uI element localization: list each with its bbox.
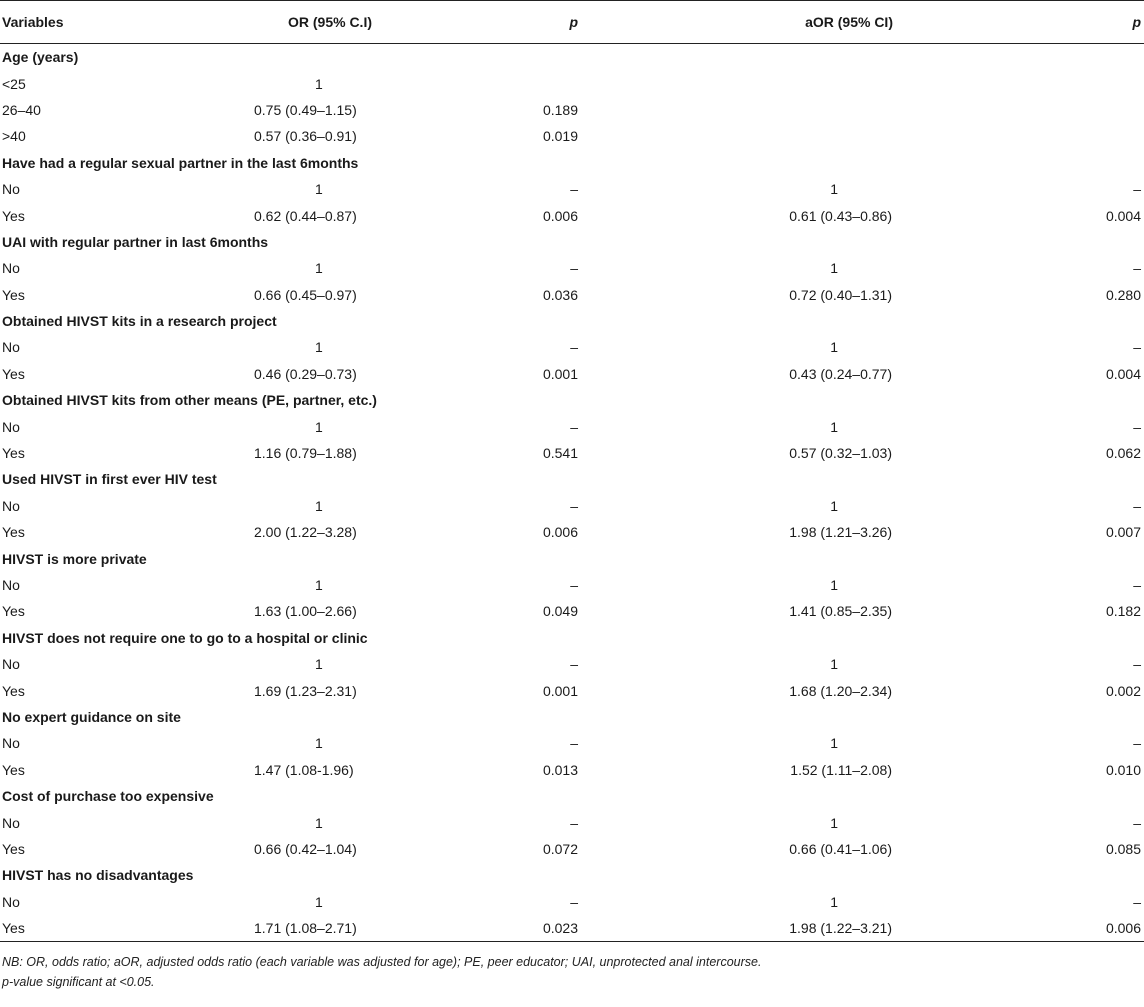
or-cell: [252, 519, 388, 545]
aor-cell: 1: [830, 893, 838, 910]
variable-cell: Used HIVST in first ever HIV test: [2, 471, 217, 488]
note-significance: p-value significant at <0.05.: [2, 975, 155, 990]
variable-cell: Yes: [2, 365, 25, 382]
note-abbreviations: NB: OR, odds ratio; aOR, adjusted odds ratio (each variable was adjusted for age); PE, peer educator; UAI, unprotected anal intercourse.: [2, 955, 762, 970]
table-header: [0, 1, 1144, 44]
header-variables: Variables: [0, 1, 252, 44]
aor-cell: [588, 229, 974, 255]
or-cell: [252, 757, 388, 783]
or-cell: [252, 202, 388, 228]
p-value-cell: 0.049: [542, 603, 578, 620]
or-cell: [252, 783, 388, 809]
or-value: 1: [315, 735, 323, 752]
aor-cell: 0.43 (0.24–0.77): [789, 365, 892, 382]
adjusted-p-value-cell: [974, 150, 1144, 176]
group-header-row: [0, 783, 1144, 809]
table-row: [0, 519, 1144, 545]
variable-cell: UAI with regular partner in last 6months: [2, 233, 269, 250]
p-value-cell: 0.023: [388, 915, 588, 942]
p-value-cell: –: [570, 339, 578, 356]
or-value: 1: [315, 260, 323, 277]
or-cell: [252, 677, 388, 703]
adjusted-p-value-cell: 0.085: [1105, 840, 1141, 857]
adjusted-p-value-cell: –: [1133, 339, 1141, 356]
table-row: [0, 651, 1144, 677]
or-value: 1: [315, 497, 323, 514]
p-value-cell: –: [570, 418, 578, 435]
p-value-cell: 0.006: [542, 207, 578, 224]
p-value-cell: [388, 625, 588, 651]
or-value: 1.16 (0.79–1.88): [254, 445, 357, 462]
table-row: [0, 123, 1144, 149]
or-value: 1: [315, 418, 323, 435]
table-row: [0, 202, 1144, 228]
or-cell: [252, 572, 388, 598]
p-value-cell: [388, 862, 588, 888]
or-cell: [252, 413, 388, 439]
or-cell: [252, 730, 388, 756]
group-header-row: [0, 229, 1144, 255]
p-value-cell: [388, 387, 588, 413]
or-value: 1: [315, 577, 323, 593]
table-row: [0, 493, 1144, 519]
table-row: [0, 889, 1144, 915]
adjusted-p-value-cell: –: [1133, 577, 1141, 593]
variable-cell: Age (years): [2, 49, 79, 66]
aor-cell: 0.57 (0.32–1.03): [789, 445, 892, 462]
aor-cell: 1.98 (1.22–3.21): [588, 915, 974, 942]
variable-cell: Obtained HIVST kits in a research project: [2, 313, 277, 330]
adjusted-p-value-cell: –: [1133, 181, 1141, 198]
variable-cell: No: [2, 418, 20, 435]
or-value: 1: [315, 339, 323, 356]
adjusted-p-value-cell: –: [1133, 497, 1141, 514]
table-row: [0, 757, 1144, 783]
adjusted-p-value-cell: 0.004: [1105, 365, 1141, 382]
group-header-row: [0, 466, 1144, 492]
table-row: [0, 598, 1144, 624]
adjusted-p-value-cell: [974, 783, 1144, 809]
aor-cell: 1: [830, 814, 838, 831]
adjusted-p-value-cell: [974, 387, 1144, 413]
group-header-row: [0, 862, 1144, 888]
aor-cell: [588, 97, 974, 123]
p-value-cell: –: [570, 814, 578, 831]
adjusted-p-value-cell: [974, 229, 1144, 255]
or-cell: [252, 545, 388, 571]
adjusted-p-value-cell: 0.182: [1105, 603, 1141, 620]
adjusted-p-value-cell: –: [1133, 418, 1141, 435]
aor-cell: 1.52 (1.11–2.08): [790, 761, 892, 778]
aor-cell: 1: [830, 181, 838, 198]
aor-cell: [588, 387, 974, 413]
p-value-cell: [388, 783, 588, 809]
variable-cell: Yes: [2, 682, 25, 699]
group-header-row: [0, 150, 1144, 176]
aor-cell: [588, 123, 974, 149]
adjusted-p-value-cell: [974, 704, 1144, 730]
p-value-cell: 0.013: [542, 761, 578, 778]
p-value-cell: 0.001: [542, 682, 578, 699]
aor-cell: [588, 625, 974, 651]
variable-cell: Obtained HIVST kits from other means (PE, partner, etc.): [2, 392, 377, 409]
aor-cell: 0.66 (0.41–1.06): [789, 840, 892, 857]
variable-cell: No: [2, 893, 20, 910]
header-adjusted-p-value: p: [974, 1, 1144, 44]
variable-cell: No: [2, 339, 20, 356]
variable-cell: HIVST does not require one to go to a hospital or clinic: [2, 629, 368, 646]
or-cell: [252, 809, 388, 835]
aor-cell: 1: [830, 577, 838, 593]
adjusted-p-value-cell: [974, 123, 1144, 149]
adjusted-p-value-cell: 0.062: [1105, 445, 1141, 462]
or-value: 0.57 (0.36–0.91): [254, 128, 357, 145]
aor-cell: [588, 545, 974, 571]
p-value-cell: –: [570, 893, 578, 910]
group-header-row: [0, 308, 1144, 334]
group-header-row: [0, 387, 1144, 413]
table-row: [0, 915, 1144, 942]
table-row: [0, 413, 1144, 439]
variable-cell: No: [2, 656, 20, 673]
aor-cell: [588, 70, 974, 96]
header-row: [0, 1, 1144, 44]
variable-cell: No: [2, 577, 20, 593]
table-row: [0, 361, 1144, 387]
p-value-cell: –: [570, 260, 578, 277]
or-cell: [252, 598, 388, 624]
p-value-cell: 0.541: [542, 445, 578, 462]
or-value: 0.75 (0.49–1.15): [254, 101, 357, 118]
adjusted-p-value-cell: [974, 466, 1144, 492]
variable-cell: No: [2, 181, 20, 198]
aor-cell: 1: [830, 418, 838, 435]
p-value-cell: 0.006: [542, 524, 578, 541]
aor-cell: [588, 44, 974, 71]
variable-cell: Cost of purchase too expensive: [2, 788, 214, 805]
p-value-cell: –: [570, 735, 578, 752]
table-row: [0, 809, 1144, 835]
aor-cell: [588, 466, 974, 492]
or-cell: [252, 70, 388, 96]
or-cell: [252, 44, 388, 71]
or-cell: [252, 255, 388, 281]
or-value: 0.66 (0.45–0.97): [254, 286, 357, 303]
p-value-cell: [388, 229, 588, 255]
adjusted-p-value-cell: [974, 545, 1144, 571]
or-cell: [252, 229, 388, 255]
p-value-cell: 0.072: [542, 840, 578, 857]
p-value-cell: –: [570, 497, 578, 514]
aor-cell: 1: [830, 260, 838, 277]
p-value-cell: [388, 44, 588, 71]
or-cell: [252, 651, 388, 677]
group-header-row: [0, 545, 1144, 571]
table-row: [0, 97, 1144, 123]
variable-cell: No expert guidance on site: [2, 708, 181, 725]
or-cell: [252, 176, 388, 202]
or-cell: [252, 97, 388, 123]
adjusted-p-value-cell: –: [1133, 260, 1141, 277]
or-cell: [252, 836, 388, 862]
variable-cell: No: [2, 814, 20, 831]
p-value-cell: [388, 466, 588, 492]
aor-cell: [588, 704, 974, 730]
adjusted-p-value-cell: 0.004: [1105, 207, 1141, 224]
aor-cell: 1: [830, 656, 838, 673]
aor-cell: [588, 150, 974, 176]
variable-cell: Yes: [2, 207, 25, 224]
p-value-cell: 0.189: [542, 101, 578, 118]
aor-cell: 1.98 (1.21–3.26): [789, 524, 892, 541]
or-cell: [252, 334, 388, 360]
aor-cell: [588, 783, 974, 809]
or-cell: [252, 862, 388, 888]
table-body: [0, 44, 1144, 942]
table-notes: [0, 952, 1144, 992]
table-row: [0, 282, 1144, 308]
or-value: 1.63 (1.00–2.66): [254, 603, 357, 620]
or-value: 1.47 (1.08-1.96): [254, 761, 354, 778]
variable-cell: HIVST is more private: [2, 550, 147, 567]
table-row: [0, 440, 1144, 466]
group-header-row: [0, 625, 1144, 651]
table-row: [0, 730, 1144, 756]
variable-cell: Yes: [2, 286, 25, 303]
adjusted-p-value-cell: –: [1133, 656, 1141, 673]
or-value: 1: [315, 814, 323, 831]
table-row: [0, 176, 1144, 202]
table-row: [0, 70, 1144, 96]
aor-cell: 1: [830, 339, 838, 356]
p-value-cell: –: [570, 181, 578, 198]
variable-cell: <25: [2, 75, 26, 92]
table-row: [0, 334, 1144, 360]
or-value: 0.62 (0.44–0.87): [254, 207, 357, 224]
p-value-cell: –: [570, 577, 578, 593]
aor-cell: 1: [830, 497, 838, 514]
p-value-cell: [388, 70, 588, 96]
adjusted-p-value-cell: –: [1133, 735, 1141, 752]
or-cell: [252, 282, 388, 308]
or-cell: [252, 123, 388, 149]
or-value: 0.46 (0.29–0.73): [254, 365, 357, 382]
adjusted-p-value-cell: 0.002: [1105, 682, 1141, 699]
or-cell: [252, 466, 388, 492]
aor-cell: 0.61 (0.43–0.86): [789, 207, 892, 224]
adjusted-p-value-cell: –: [1133, 814, 1141, 831]
p-value-cell: –: [570, 656, 578, 673]
aor-cell: [588, 308, 974, 334]
aor-cell: 1.41 (0.85–2.35): [789, 603, 892, 620]
p-value-cell: [388, 545, 588, 571]
variable-cell: Yes: [2, 445, 25, 462]
aor-cell: 1.68 (1.20–2.34): [789, 682, 892, 699]
variable-cell: No: [2, 260, 20, 277]
adjusted-p-value-cell: [974, 308, 1144, 334]
header-or: OR (95% C.I): [252, 1, 388, 44]
adjusted-p-value-cell: 0.007: [1105, 524, 1141, 541]
p-value-cell: 0.036: [542, 286, 578, 303]
adjusted-p-value-cell: [974, 44, 1144, 71]
variable-cell: >40: [2, 128, 26, 145]
aor-cell: 0.72 (0.40–1.31): [789, 286, 892, 303]
or-value: 2.00 (1.22–3.28): [254, 524, 357, 541]
aor-cell: [588, 862, 974, 888]
group-header-row: [0, 44, 1144, 71]
or-value: 1: [315, 893, 323, 910]
adjusted-p-value-cell: 0.280: [1105, 286, 1141, 303]
header-p-value: p: [388, 1, 588, 44]
or-cell: [252, 704, 388, 730]
or-value: 1: [315, 181, 323, 198]
or-cell: [252, 889, 388, 915]
adjusted-p-value-cell: [974, 97, 1144, 123]
variable-cell: No: [2, 497, 20, 514]
variable-cell: No: [2, 735, 20, 752]
adjusted-p-value-cell: –: [1133, 893, 1141, 910]
variable-cell: HIVST has no disadvantages: [2, 867, 194, 884]
table-row: [0, 572, 1144, 598]
variable-cell: Yes: [0, 915, 252, 942]
or-value: 1.71 (1.08–2.71): [254, 920, 357, 937]
p-value-cell: [388, 308, 588, 334]
table-row: [0, 836, 1144, 862]
variable-cell: Yes: [2, 840, 25, 857]
p-value-cell: [388, 150, 588, 176]
variable-cell: Yes: [2, 603, 25, 620]
or-value: 1: [315, 75, 323, 92]
or-cell: [252, 440, 388, 466]
or-value: 1: [315, 656, 323, 673]
adjusted-p-value-cell: [974, 625, 1144, 651]
or-cell: [252, 361, 388, 387]
variable-cell: Yes: [2, 761, 25, 778]
variable-cell: Yes: [2, 524, 25, 541]
adjusted-p-value-cell: 0.010: [1105, 761, 1141, 778]
aor-cell: 1: [830, 735, 838, 752]
group-header-row: [0, 704, 1144, 730]
adjusted-p-value-cell: [974, 70, 1144, 96]
or-value: 1.69 (1.23–2.31): [254, 682, 357, 699]
or-cell: [252, 493, 388, 519]
p-value-cell: [388, 704, 588, 730]
table-row: [0, 255, 1144, 281]
p-value-cell: 0.001: [542, 365, 578, 382]
adjusted-p-value-cell: [974, 862, 1144, 888]
or-cell: [252, 915, 388, 942]
table-row: [0, 677, 1144, 703]
adjusted-p-value-cell: 0.006: [974, 915, 1144, 942]
header-aor: aOR (95% CI): [588, 1, 974, 44]
variable-cell: Have had a regular sexual partner in the last 6months: [2, 154, 359, 171]
or-value: 0.66 (0.42–1.04): [254, 840, 357, 857]
p-value-cell: 0.019: [542, 128, 578, 145]
variable-cell: 26–40: [2, 101, 41, 118]
